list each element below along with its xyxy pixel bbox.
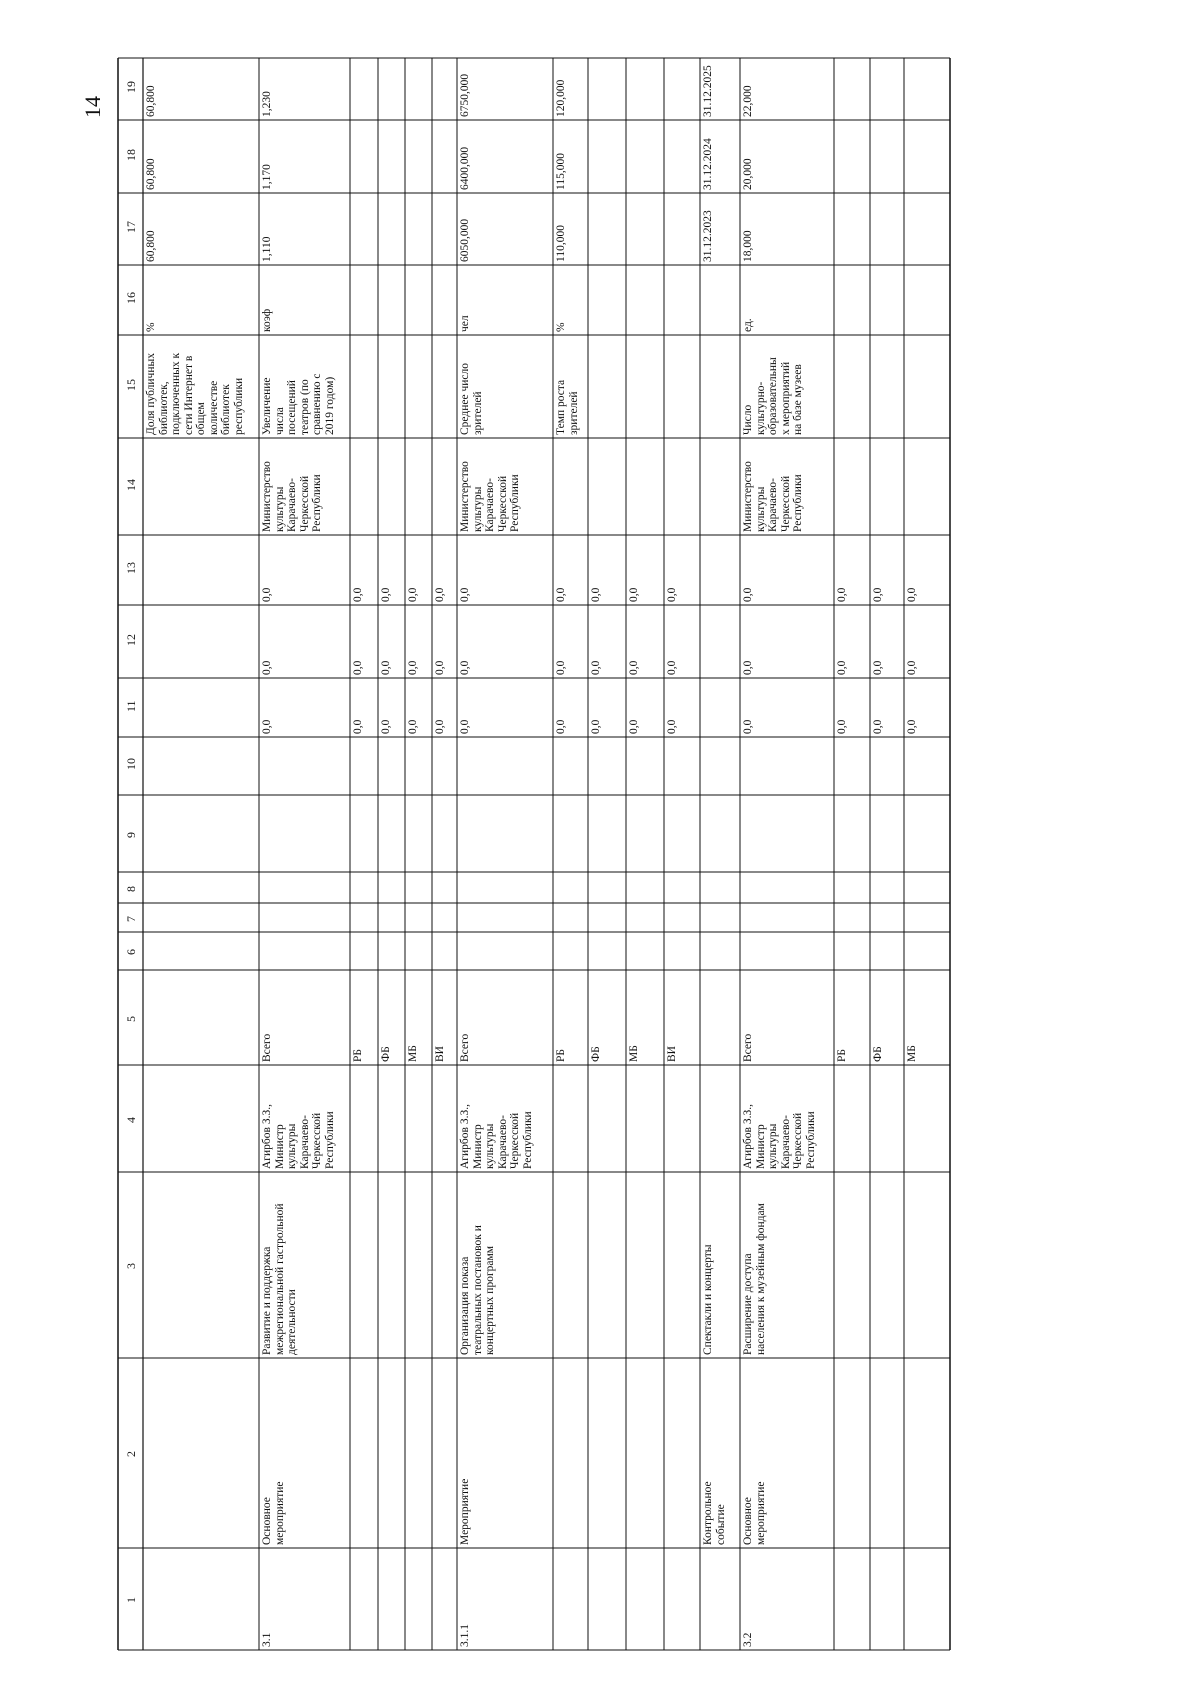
cell-r2-c15: Увеличение числа посещений театров (по сравнению с 2019 годом) xyxy=(261,373,336,435)
cell-r1-c19: 60,800 xyxy=(145,85,157,117)
cell-r12-c2: Контрольное событие xyxy=(702,1481,727,1545)
cell-r3-c13: 0,0 xyxy=(352,587,364,602)
cell-r6-c11: 0,0 xyxy=(434,719,446,734)
column-number-16: 16 xyxy=(124,292,138,304)
cell-r2-c14: Министерство культуры Карачаево- Черкесской Республики xyxy=(261,461,323,532)
cell-r5-c11: 0,0 xyxy=(407,719,419,734)
cell-r7-c3: Организация показа театральных постановок и концертных программ xyxy=(459,1225,496,1355)
cell-r9-c11: 0,0 xyxy=(590,719,602,734)
cell-r12-c19: 31.12.2025 xyxy=(702,65,714,117)
column-number-2: 2 xyxy=(124,1451,138,1457)
column-number-3: 3 xyxy=(124,1263,138,1269)
cell-r7-c17: 6050,000 xyxy=(459,218,471,262)
cell-r15-c12: 0,0 xyxy=(872,660,884,675)
cell-r13-c4: Агирбов З.З., Министр культуры Карачаево- Черкесской Республики xyxy=(742,1104,817,1169)
cell-r13-c17: 18,000 xyxy=(742,230,754,262)
cell-r7-c1: 3.1.1 xyxy=(459,1624,471,1647)
cell-r10-c11: 0,0 xyxy=(628,719,640,734)
column-number-17: 17 xyxy=(124,221,138,233)
cell-r13-c3: Расширение доступа населения к музейным фондам xyxy=(742,1203,767,1355)
cell-r4-c11: 0,0 xyxy=(380,719,392,734)
cell-r14-c5: РБ xyxy=(836,1049,848,1062)
cell-r9-c13: 0,0 xyxy=(590,587,602,602)
column-number-8: 8 xyxy=(124,885,138,892)
cell-r1-c16: % xyxy=(145,322,157,332)
cell-r8-c18: 115,000 xyxy=(555,153,567,190)
cell-r6-c5: ВИ xyxy=(434,1046,446,1062)
cell-r2-c4: Агирбов З.З., Министр культуры Карачаево- Черкесской Республики xyxy=(261,1104,336,1169)
column-number-14: 14 xyxy=(124,478,138,491)
cell-r2-c13: 0,0 xyxy=(261,587,273,602)
cell-r8-c17: 110,000 xyxy=(555,225,567,262)
cell-r2-c12: 0,0 xyxy=(261,660,273,675)
cell-r2-c2: Основное мероприятие xyxy=(261,1481,286,1545)
cell-r7-c4: Агирбов З.З., Министр культуры Карачаево- Черкесской Республики xyxy=(459,1104,534,1169)
cell-r7-c13: 0,0 xyxy=(459,587,471,602)
cell-r3-c5: РБ xyxy=(352,1049,364,1062)
cell-r16-c5: МБ xyxy=(906,1045,918,1062)
cell-r14-c12: 0,0 xyxy=(836,660,848,675)
column-number-7: 7 xyxy=(124,915,138,922)
column-number-19: 19 xyxy=(124,81,138,93)
cell-r12-c18: 31.12.2024 xyxy=(702,138,714,190)
column-number-15: 15 xyxy=(124,378,138,391)
cell-r5-c12: 0,0 xyxy=(407,660,419,675)
cell-r8-c15: Темп роста зрителей xyxy=(555,379,580,435)
column-number-11: 11 xyxy=(124,699,138,712)
cell-r8-c11: 0,0 xyxy=(555,719,567,734)
cell-r2-c19: 1,230 xyxy=(261,91,273,117)
cell-r7-c16: чел xyxy=(459,315,471,332)
column-number-1: 1 xyxy=(124,1597,138,1603)
cell-r1-c15: Доля публичных библиотек, подключенных к сети Интернет в общем количестве библиотек республики xyxy=(145,352,245,435)
cell-r7-c2: Мероприятие xyxy=(459,1478,471,1545)
cell-r13-c1: 3.2 xyxy=(742,1632,754,1647)
cell-r8-c5: РБ xyxy=(555,1049,567,1062)
cell-r13-c19: 22,000 xyxy=(742,85,754,117)
cell-r15-c11: 0,0 xyxy=(872,719,884,734)
cell-r13-c14: Министерство культуры Карачаево- Черкесской Республики xyxy=(742,461,804,532)
cell-r12-c17: 31.12.2023 xyxy=(702,210,714,262)
cell-r2-c1: 3.1 xyxy=(261,1632,273,1647)
column-number-9: 9 xyxy=(124,831,138,838)
column-number-13: 13 xyxy=(124,562,138,574)
cell-r15-c13: 0,0 xyxy=(872,587,884,602)
cell-r13-c13: 0,0 xyxy=(742,587,754,602)
cell-r2-c17: 1,110 xyxy=(261,236,273,262)
cell-r2-c3: Развитие и поддержка межрегиональной гастрольной деятельности xyxy=(261,1203,298,1355)
cell-r8-c19: 120,000 xyxy=(555,79,567,117)
cell-r12-c3: Спектакли и концерты xyxy=(702,1244,714,1355)
column-number-12: 12 xyxy=(124,633,138,646)
cell-r10-c5: МБ xyxy=(628,1045,640,1062)
cell-r2-c18: 1,170 xyxy=(261,164,273,190)
cell-r7-c11: 0,0 xyxy=(459,719,471,734)
cell-r1-c18: 60,800 xyxy=(145,158,157,190)
column-number-4: 4 xyxy=(124,1116,138,1123)
cell-r7-c19: 6750,000 xyxy=(459,73,471,117)
cell-r2-c16: коэф xyxy=(261,308,273,332)
cell-r16-c11: 0,0 xyxy=(906,719,918,734)
cell-r13-c18: 20,000 xyxy=(742,158,754,190)
cell-r9-c12: 0,0 xyxy=(590,660,602,675)
cell-r15-c5: ФБ xyxy=(872,1046,884,1062)
cell-r5-c13: 0,0 xyxy=(407,587,419,602)
cell-r11-c11: 0,0 xyxy=(666,719,678,734)
cell-r16-c12: 0,0 xyxy=(906,660,918,675)
cell-r16-c13: 0,0 xyxy=(906,587,918,602)
cell-r11-c12: 0,0 xyxy=(666,660,678,675)
cell-r4-c12: 0,0 xyxy=(380,660,392,675)
cell-r14-c11: 0,0 xyxy=(836,719,848,734)
cell-r2-c11: 0,0 xyxy=(261,719,273,734)
cell-r3-c12: 0,0 xyxy=(352,660,364,675)
cell-r9-c5: ФБ xyxy=(590,1046,602,1062)
cell-r8-c16: % xyxy=(555,322,567,332)
cell-r4-c13: 0,0 xyxy=(380,587,392,602)
cell-r7-c18: 6400,000 xyxy=(459,146,471,190)
page-number: 14 xyxy=(80,96,105,118)
cell-r13-c15: Число культурно- образовательны х мероприятий на базе музеев xyxy=(742,357,804,435)
cell-r8-c12: 0,0 xyxy=(555,660,567,675)
cell-r13-c11: 0,0 xyxy=(742,719,754,734)
cell-r1-c17: 60,800 xyxy=(145,230,157,262)
column-number-6: 6 xyxy=(124,949,138,955)
cell-r13-c5: Всего xyxy=(742,1033,754,1062)
cell-r13-c2: Основное мероприятие xyxy=(742,1481,767,1545)
column-number-10: 10 xyxy=(124,758,138,770)
cell-r13-c16: ед. xyxy=(742,318,754,332)
cell-r5-c5: МБ xyxy=(407,1045,419,1062)
cell-r7-c15: Среднее число зрителей xyxy=(459,363,484,435)
cell-r6-c12: 0,0 xyxy=(434,660,446,675)
cell-r10-c13: 0,0 xyxy=(628,587,640,602)
cell-r10-c12: 0,0 xyxy=(628,660,640,675)
column-number-5: 5 xyxy=(124,1015,138,1022)
cell-r7-c12: 0,0 xyxy=(459,660,471,675)
cell-r13-c12: 0,0 xyxy=(742,660,754,675)
cell-r7-c14: Министерство культуры Карачаево- Черкесской Республики xyxy=(459,461,521,532)
cell-r14-c13: 0,0 xyxy=(836,587,848,602)
cell-r11-c13: 0,0 xyxy=(666,587,678,602)
cell-r3-c11: 0,0 xyxy=(352,719,364,734)
cell-r11-c5: ВИ xyxy=(666,1046,678,1062)
cell-r6-c13: 0,0 xyxy=(434,587,446,602)
column-number-18: 18 xyxy=(124,148,138,161)
cell-r7-c5: Всего xyxy=(459,1033,471,1062)
cell-r4-c5: ФБ xyxy=(380,1046,392,1062)
cell-r8-c13: 0,0 xyxy=(555,587,567,602)
cell-r2-c5: Всего xyxy=(261,1033,273,1062)
